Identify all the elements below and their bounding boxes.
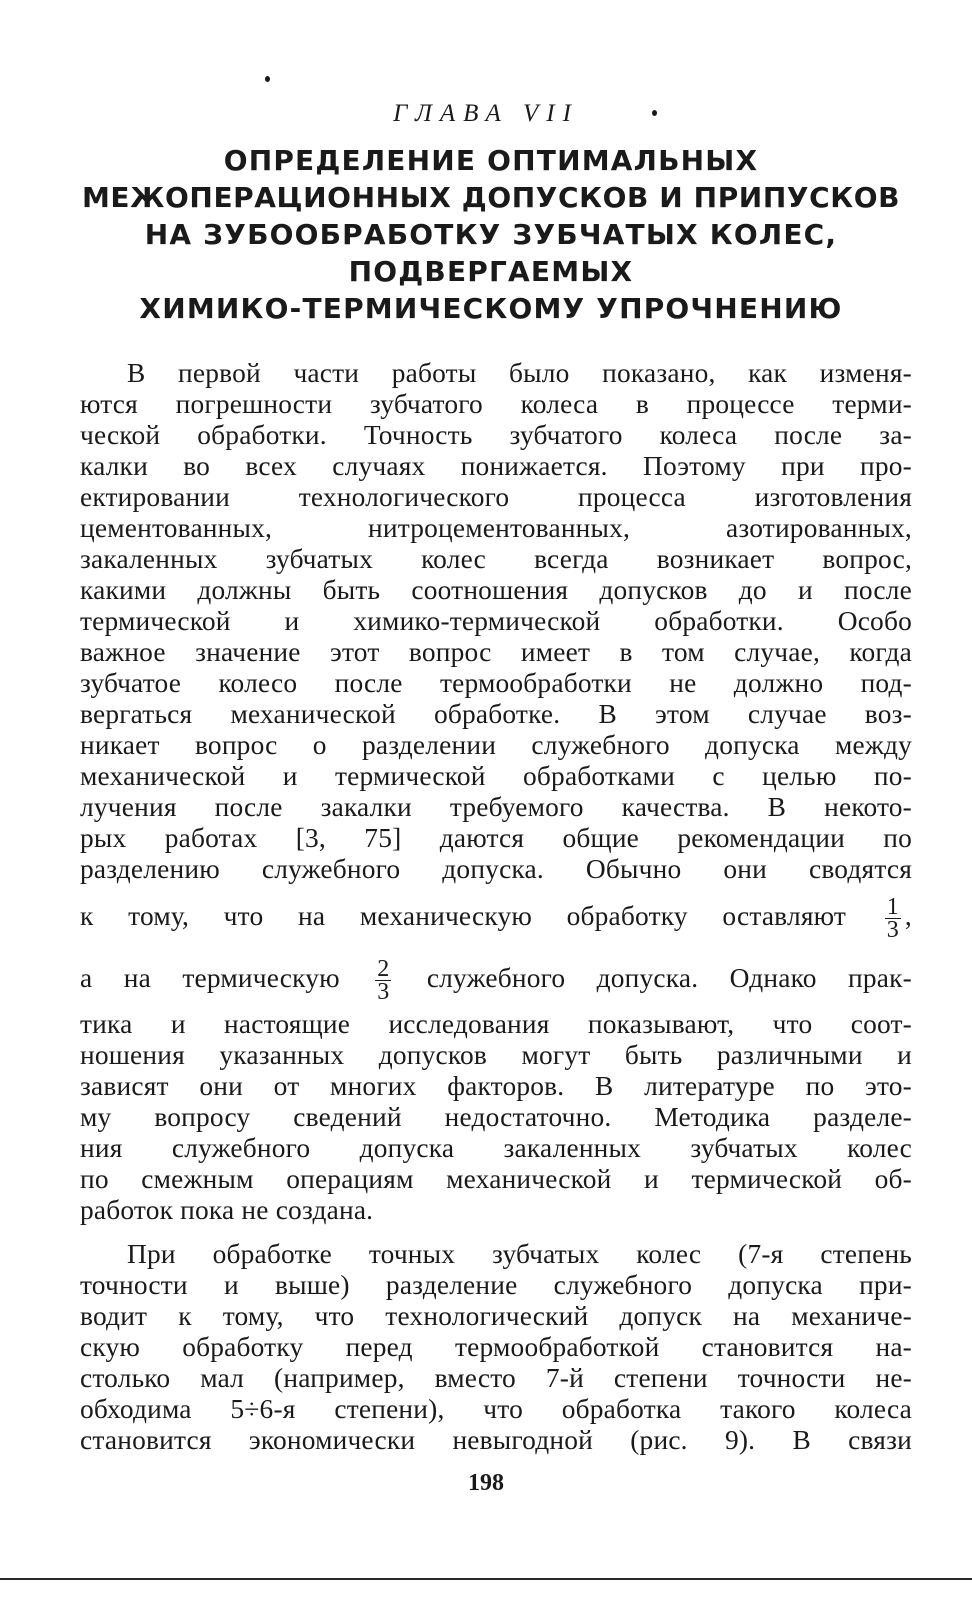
text-line-with-fraction: [80, 947, 912, 1009]
fraction-one-third: [885, 894, 901, 944]
title-line: ОПРЕДЕЛЕНИЕ ОПТИМАЛЬНЫХ: [223, 144, 759, 177]
text-line: обходима 5÷6-я степени), что обработка такого колеса: [80, 1394, 912, 1424]
text-line: водит к тому, что технологический допуск на механиче-: [80, 1301, 912, 1331]
text-line: зависят они от многих факторов. В литературе по это-: [80, 1071, 912, 1101]
text-line-with-fraction: [80, 885, 912, 947]
paragraph-2: [80, 1239, 912, 1456]
text-line: точности и выше) разделение служебного допуска при-: [80, 1270, 912, 1300]
scan-bottom-edge: [0, 1578, 972, 1580]
text-fragment: а на термическую: [80, 963, 340, 993]
text-line: му вопросу сведений недостаточно. Методика разделе-: [80, 1102, 912, 1132]
chapter-title: [60, 142, 922, 327]
fraction-numerator: 2: [377, 956, 390, 983]
fraction-two-thirds: [375, 956, 391, 1006]
text-line: ются погрешности зубчатого колеса в процессе терми-: [80, 389, 912, 419]
text-fragment: ,: [904, 901, 912, 931]
text-line: калки во всех случаях понижается. Поэтому при про-: [80, 451, 912, 481]
text-line: столько мал (например, вместо 7-й степени точности не-: [80, 1363, 912, 1393]
text-line: лучения после закалки требуемого качества. В некото-: [80, 792, 912, 822]
text-line: работок пока не создана.: [80, 1195, 374, 1225]
text-line: зубчатое колесо после термообработки не должно под-: [80, 668, 912, 698]
text-line: ния служебного допуска закаленных зубчатых колес: [80, 1133, 912, 1163]
text-line: цементованных, нитроцементованных, азотированных,: [80, 513, 912, 543]
title-line: ХИМИКО-ТЕРМИЧЕСКОМУ УПРОЧНЕНИЮ: [139, 292, 843, 325]
text-line: рых работах [3, 75] даются общие рекомендации по: [80, 823, 912, 853]
text-line: ношения указанных допусков могут быть различными и: [80, 1040, 912, 1070]
print-speck: [265, 76, 270, 82]
title-line: МЕЖОПЕРАЦИОННЫХ ДОПУСКОВ И ПРИПУСКОВ: [81, 181, 901, 214]
text-line: механической и термической обработками с целью по-: [80, 761, 912, 791]
fraction-denominator: 3: [886, 917, 899, 944]
text-line: ектировании технологического процесса изготовления: [80, 482, 912, 512]
fraction-numerator: 1: [886, 894, 899, 921]
text-line: какими должны быть соотношения допусков до и после: [80, 575, 912, 605]
text-line: скую обработку перед термообработкой становится на-: [80, 1332, 912, 1362]
text-fragment: служебного допуска. Однако прак-: [426, 963, 912, 993]
fraction-denominator: 3: [377, 979, 390, 1006]
text-line: никает вопрос о разделении служебного допуска между: [80, 730, 912, 760]
chapter-heading: ГЛАВА VII: [393, 100, 579, 127]
text-line: ческой обработки. Точность зубчатого колеса после за-: [80, 420, 912, 450]
text-line: по смежным операциям механической и термической об-: [80, 1164, 912, 1194]
title-line: ПОДВЕРГАЕМЫХ: [348, 255, 634, 288]
text-line: разделению служебного допуска. Обычно они сводятся: [80, 854, 912, 884]
text-line: вергаться механической обработке. В этом случае воз-: [80, 699, 912, 729]
title-line: НА ЗУБООБРАБОТКУ ЗУБЧАТЫХ КОЛЕС,: [144, 218, 838, 251]
text-line: важное значение этот вопрос имеет в том случае, когда: [80, 637, 912, 667]
text-line: В первой части работы было показано, как изменя-: [127, 358, 912, 388]
text-line: При обработке точных зубчатых колес (7-я степень: [127, 1239, 912, 1269]
text-fragment: к тому, что на механическую обработку оставляют: [80, 901, 847, 931]
text-line: тика и настоящие исследования показывают, что соот-: [80, 1009, 912, 1039]
text-line: термической и химико-термической обработки. Особо: [80, 606, 912, 636]
page-number: 198: [468, 1470, 504, 1496]
text-line: становится экономически невыгодной (рис. 9). В связи: [80, 1425, 912, 1455]
paragraph-1: [80, 358, 912, 1226]
text-line: закаленных зубчатых колес всегда возникает вопрос,: [80, 544, 912, 574]
